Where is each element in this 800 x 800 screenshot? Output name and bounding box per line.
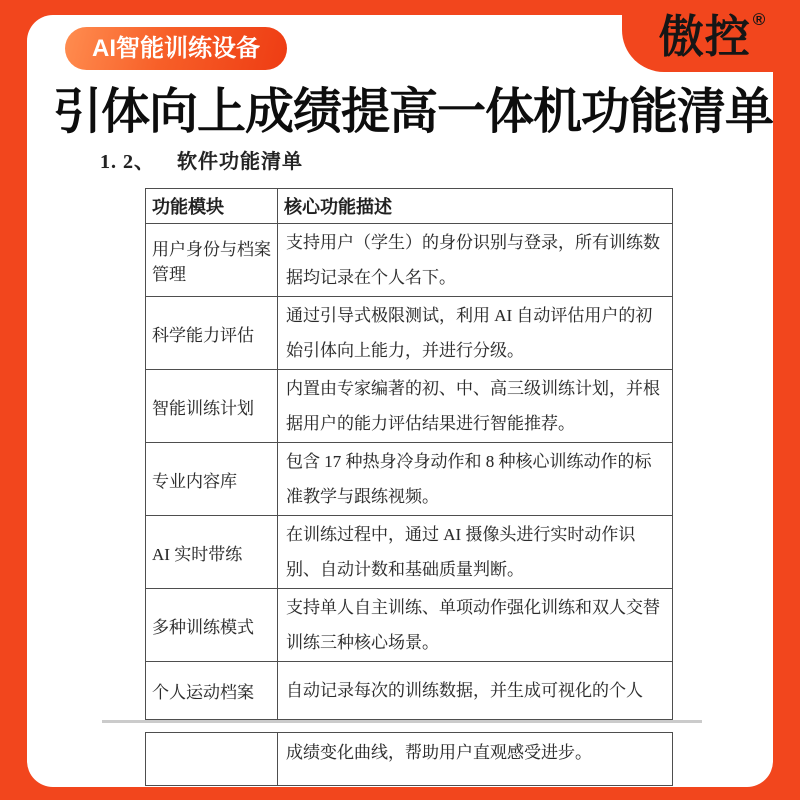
description-cell: 成绩变化曲线，帮助用户直观感受进步。	[278, 733, 673, 786]
column-header-description: 核心功能描述	[278, 189, 673, 224]
table-row	[146, 297, 673, 370]
table-row	[146, 370, 673, 443]
description-cell: 通过引导式极限测试，利用 AI 自动评估用户的初始引体向上能力，并进行分级。	[278, 297, 673, 370]
module-cell: 用户身份与档案管理	[146, 224, 278, 297]
module-cell: 专业内容库	[146, 443, 278, 516]
table-row	[146, 662, 673, 720]
module-cell: 科学能力评估	[146, 297, 278, 370]
feature-table-body	[146, 224, 673, 720]
description-cell: 自动记录每次的训练数据，并生成可视化的个人	[278, 662, 673, 720]
column-header-module: 功能模块	[146, 189, 278, 224]
product-category-badge: AI智能训练设备	[65, 27, 287, 70]
feature-table	[145, 188, 673, 720]
description-cell: 支持单人自主训练、单项动作强化训练和双人交替训练三种核心场景。	[278, 589, 673, 662]
module-cell: 多种训练模式	[146, 589, 278, 662]
page-title: 引体向上成绩提高一体机功能清单	[53, 85, 774, 139]
table-row	[146, 589, 673, 662]
description-cell: 支持用户（学生）的身份识别与登录，所有训练数据均记录在个人名下。	[278, 224, 673, 297]
section-title: 软件功能清单	[177, 151, 303, 173]
table-header-row	[146, 189, 673, 224]
description-cell: 包含 17 种热身冷身动作和 8 种核心训练动作的标准教学与跟练视频。	[278, 443, 673, 516]
module-cell: 个人运动档案	[146, 662, 278, 720]
module-cell	[146, 733, 278, 786]
module-cell: AI 实时带练	[146, 516, 278, 589]
table-row	[146, 224, 673, 297]
section-heading	[100, 145, 303, 174]
table-row	[146, 443, 673, 516]
table-row	[146, 516, 673, 589]
brand-logo-tab	[622, 0, 800, 72]
module-cell: 智能训练计划	[146, 370, 278, 443]
page-break-divider	[102, 720, 702, 723]
table-row	[146, 733, 673, 786]
registered-trademark-icon: ®	[752, 10, 766, 29]
section-number: 1. 2、	[100, 151, 155, 173]
feature-table-continuation	[145, 732, 673, 786]
description-cell: 内置由专家编著的初、中、高三级训练计划，并根据用户的能力评估结果进行智能推荐。	[278, 370, 673, 443]
brand-name: 傲控	[658, 11, 751, 62]
description-cell: 在训练过程中，通过 AI 摄像头进行实时动作识别、自动计数和基础质量判断。	[278, 516, 673, 589]
